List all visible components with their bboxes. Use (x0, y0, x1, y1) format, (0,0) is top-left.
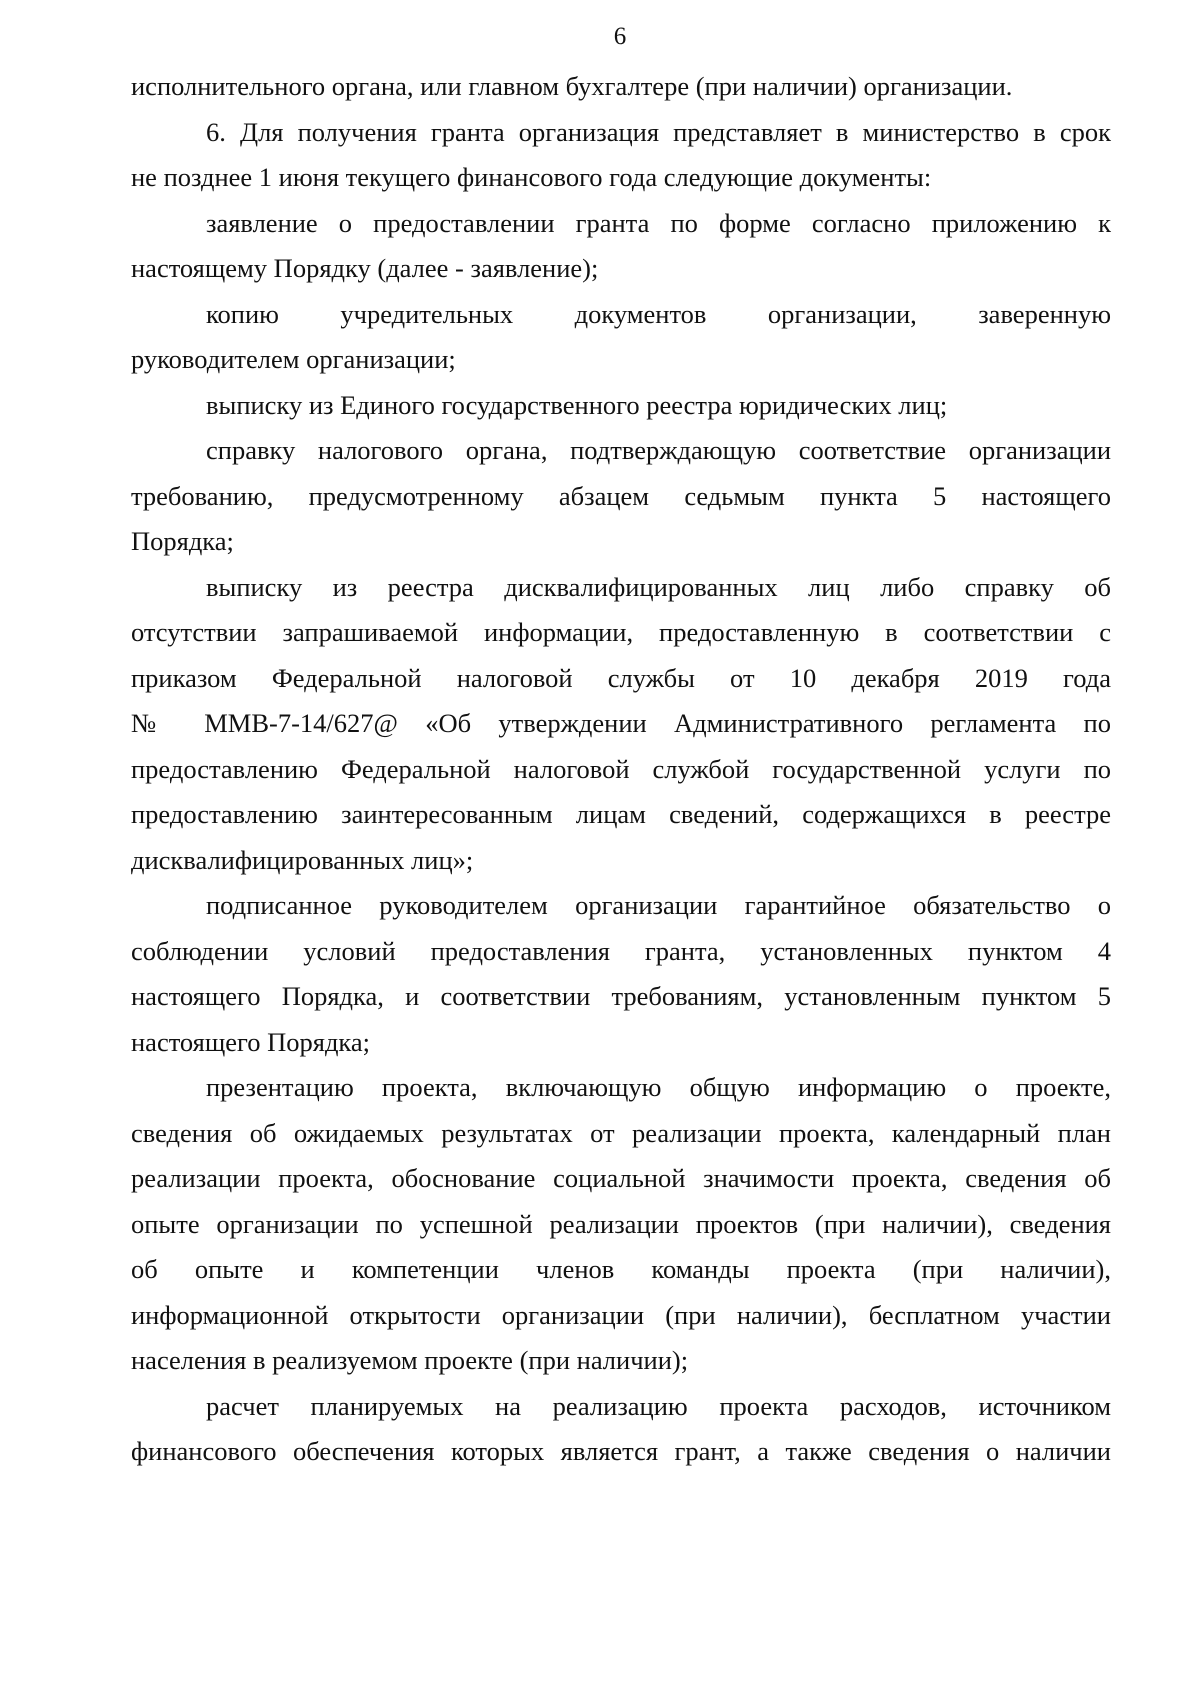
text-line: опыте организации по успешной реализации проектов (при наличии), сведения (131, 1209, 1111, 1239)
text-line: настоящего Порядка, и соответствии требованиям, установленным пунктом 5 (131, 981, 1111, 1011)
text-line: дисквалифицированных лиц»; (131, 845, 474, 875)
text-line: отсутствии запрашиваемой информации, предоставленную в соответствии с (131, 617, 1111, 647)
text-line: соблюдении условий предоставления гранта, установленных пунктом 4 (131, 936, 1111, 966)
text-line: выписку из реестра дисквалифицированных лиц либо справку об (206, 572, 1111, 602)
text-line: копию учредительных документов организации, заверенную (206, 299, 1111, 329)
text-line: приказом Федеральной налоговой службы от 10 декабря 2019 года (131, 663, 1111, 693)
text-line: исполнительного органа, или главном бухгалтере (при наличии) организации. (131, 71, 1013, 101)
text-line: выписку из Единого государственного реестра юридических лиц; (206, 390, 948, 420)
text-line: информационной открытости организации (при наличии), бесплатном участии (131, 1300, 1111, 1330)
text-line: Порядка; (131, 526, 234, 556)
text-line: населения в реализуемом проекте (при наличии); (131, 1345, 689, 1375)
text-line: 6. Для получения гранта организация представляет в министерство в срок (206, 117, 1111, 147)
text-line: настоящему Порядку (далее - заявление); (131, 253, 599, 283)
text-line: расчет планируемых на реализацию проекта расходов, источником (206, 1391, 1111, 1421)
text-line: предоставлению заинтересованным лицам сведений, содержащихся в реестре (131, 799, 1111, 829)
text-line: руководителем организации; (131, 344, 456, 374)
text-line: заявление о предоставлении гранта по форме согласно приложению к (206, 208, 1111, 238)
text-line: справку налогового органа, подтверждающую соответствие организации (206, 435, 1111, 465)
text-line: реализации проекта, обоснование социальной значимости проекта, сведения об (131, 1163, 1111, 1193)
text-line: презентацию проекта, включающую общую информацию о проекте, (206, 1072, 1111, 1102)
page-number: 6 (613, 23, 627, 50)
text-line: финансового обеспечения которых является грант, а также сведения о наличии (131, 1436, 1111, 1466)
text-line: № ММВ-7-14/627@ «Об утверждении Административного регламента по (131, 708, 1111, 738)
text-line: сведения об ожидаемых результатах от реализации проекта, календарный план (131, 1118, 1111, 1148)
text-line: настоящего Порядка; (131, 1027, 371, 1057)
text-line: не позднее 1 июня текущего финансового года следующие документы: (131, 162, 932, 192)
text-line: подписанное руководителем организации гарантийное обязательство о (206, 890, 1111, 920)
text-line: предоставлению Федеральной налоговой службой государственной услуги по (131, 754, 1111, 784)
text-line: требованию, предусмотренному абзацем седьмым пункта 5 настоящего (131, 481, 1111, 511)
text-line: об опыте и компетенции членов команды проекта (при наличии), (131, 1254, 1111, 1284)
